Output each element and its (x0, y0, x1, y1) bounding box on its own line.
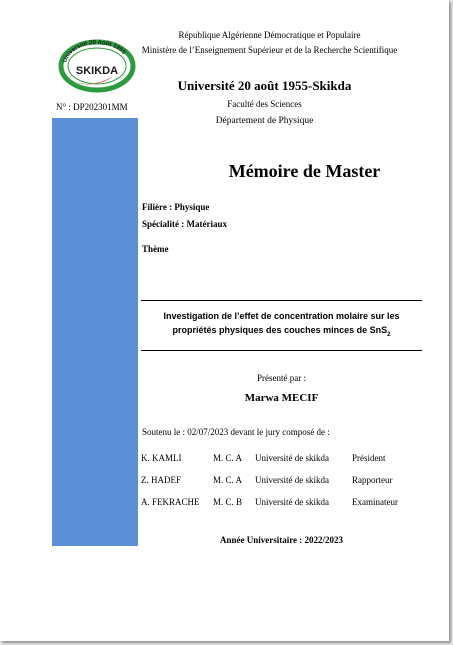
republic-name: République Algérienne Démocratique et Populaire (178, 30, 361, 40)
jury-member-name: K. KAMLI (141, 453, 182, 463)
field-label: Filière : Physique (142, 202, 210, 212)
logo-name: SKIKDA (75, 65, 119, 77)
decorative-sidebar-bar (52, 118, 138, 546)
presented-by-label: Présenté par : (257, 373, 306, 383)
jury-member-grade: M. C. B (213, 497, 243, 507)
document-title: Mémoire de Master (228, 161, 381, 181)
academic-year: Année Universitaire : 2022/2023 (219, 535, 344, 545)
title-rule-bottom (141, 350, 422, 351)
jury-member-institution: Université de skikda (255, 497, 329, 507)
jury-member-grade: M. C. A (213, 475, 243, 485)
thesis-title-line2: propriétés physiques des couches minces de SnS$_2$ (172, 325, 391, 338)
specialty-label: Spécialité : Matériaux (142, 219, 227, 229)
reference-number: N° : DP202301MM (56, 102, 128, 112)
university-name: Université 20 août 1955-Skikda (177, 78, 352, 93)
jury-member-name: Z. HADEF (141, 475, 181, 485)
logo-ring-text: Université 20 Août 1955 (62, 39, 127, 64)
jury-member-role: Président (352, 453, 386, 463)
jury-member-role: Examinateur (352, 497, 398, 507)
thesis-title-line1: Investigation de l’effet de concentration molaire sur les (163, 311, 400, 321)
jury-member-institution: Université de skikda (255, 475, 329, 485)
ministry-name: Ministère de l’Enseignement Supérieur et de la Recherche Scientifique (141, 45, 398, 55)
theme-label: Thème (142, 244, 169, 254)
jury-member-grade: M. C. A (213, 453, 243, 463)
jury-member-institution: Université de skikda (255, 453, 329, 463)
defense-statement: Soutenu le : 02/07/2023 devant le jury composé de : (142, 427, 330, 437)
faculty-name: Faculté des Sciences (227, 99, 302, 109)
title-rule-top (141, 300, 422, 301)
jury-member-name: A. FEKRACHE (141, 497, 200, 507)
author-name: Marwa MECIF (244, 392, 319, 404)
jury-member-role: Rapporteur (352, 475, 393, 485)
department-name: Département de Physique (215, 116, 314, 126)
